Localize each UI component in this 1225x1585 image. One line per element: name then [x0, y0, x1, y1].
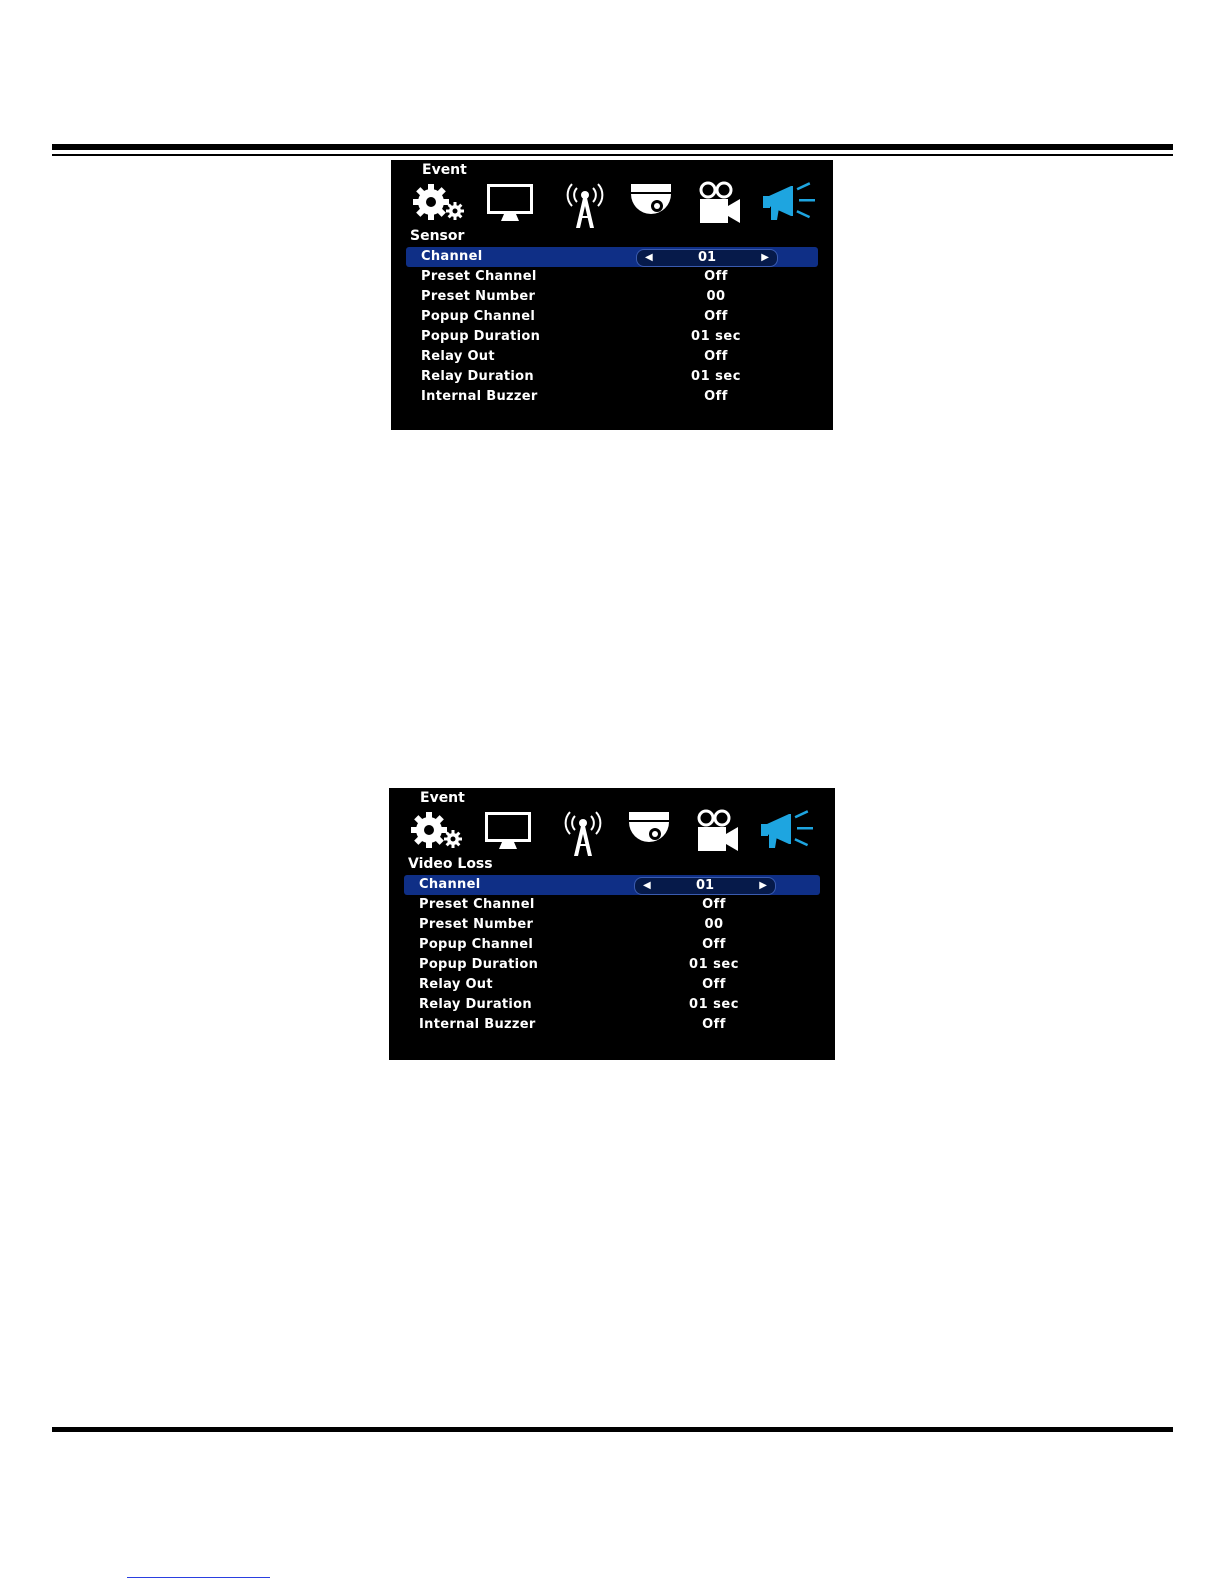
setting-value[interactable]: Off — [702, 1017, 726, 1032]
megaphone-icon[interactable] — [761, 180, 819, 224]
setting-label: Popup Duration — [419, 957, 539, 972]
channel-value: 01 — [697, 250, 717, 265]
dome-camera-icon[interactable] — [625, 180, 677, 224]
chevron-right-icon[interactable]: ▶ — [759, 880, 767, 891]
popup-duration-row[interactable] — [404, 955, 820, 975]
channel-row[interactable] — [404, 875, 820, 895]
setting-label: Relay Out — [421, 349, 495, 364]
channel-spinner[interactable] — [634, 877, 776, 895]
video-camera-icon[interactable] — [694, 808, 742, 856]
setting-value[interactable]: Off — [704, 309, 728, 324]
antenna-tower-icon[interactable] — [563, 180, 607, 230]
popup-duration-row[interactable] — [406, 327, 818, 347]
section-title: Sensor — [410, 228, 465, 244]
relay-out-row[interactable] — [404, 975, 820, 995]
setting-label: Preset Channel — [419, 897, 535, 912]
setting-label: Relay Out — [419, 977, 493, 992]
menu-title: Event — [422, 162, 467, 178]
header-rule-thin — [52, 154, 1173, 156]
relay-out-row[interactable] — [406, 347, 818, 367]
internal-buzzer-row[interactable] — [404, 1015, 820, 1035]
setting-value[interactable]: 01 sec — [691, 369, 741, 384]
setting-value[interactable]: 00 — [706, 289, 726, 304]
header-rule — [52, 144, 1173, 150]
antenna-tower-icon[interactable] — [561, 808, 605, 858]
chevron-right-icon[interactable]: ▶ — [761, 252, 769, 263]
menu-icon-bar — [411, 180, 831, 230]
setting-value[interactable]: 01 sec — [689, 997, 739, 1012]
chevron-left-icon[interactable]: ◀ — [645, 252, 653, 263]
channel-spinner[interactable] — [636, 249, 778, 267]
preset-channel-row[interactable] — [406, 267, 818, 287]
event-menu-video-loss — [389, 788, 835, 1060]
setting-label: Relay Duration — [421, 369, 534, 384]
channel-row[interactable] — [406, 247, 818, 267]
settings-list — [404, 875, 820, 1035]
setting-label: Popup Channel — [419, 937, 534, 952]
internal-buzzer-row[interactable] — [406, 387, 818, 407]
monitor-icon[interactable] — [485, 180, 535, 224]
footer-link-underline[interactable] — [127, 1577, 270, 1578]
setting-label: Popup Duration — [421, 329, 541, 344]
setting-value[interactable]: Off — [702, 897, 726, 912]
gears-icon[interactable] — [411, 180, 467, 224]
section-title: Video Loss — [408, 856, 493, 872]
setting-value[interactable]: Off — [704, 269, 728, 284]
channel-value: 01 — [695, 878, 715, 893]
popup-channel-row[interactable] — [406, 307, 818, 327]
footer-rule — [52, 1427, 1173, 1432]
menu-title: Event — [420, 790, 465, 806]
setting-label: Popup Channel — [421, 309, 536, 324]
setting-value[interactable]: Off — [702, 937, 726, 952]
preset-number-row[interactable] — [406, 287, 818, 307]
relay-duration-row[interactable] — [404, 995, 820, 1015]
setting-label: Preset Number — [421, 289, 536, 304]
gears-icon[interactable] — [409, 808, 465, 852]
video-camera-icon[interactable] — [696, 180, 744, 228]
setting-value[interactable]: 01 sec — [691, 329, 741, 344]
setting-value[interactable]: 01 sec — [689, 957, 739, 972]
dome-camera-icon[interactable] — [623, 808, 675, 852]
event-menu-sensor — [391, 160, 833, 430]
channel-label: Channel — [421, 249, 483, 264]
setting-value[interactable]: Off — [704, 389, 728, 404]
settings-list — [406, 247, 818, 407]
popup-channel-row[interactable] — [404, 935, 820, 955]
setting-label: Preset Channel — [421, 269, 537, 284]
menu-icon-bar — [409, 808, 829, 858]
setting-label: Relay Duration — [419, 997, 532, 1012]
setting-label: Internal Buzzer — [421, 389, 538, 404]
setting-label: Preset Number — [419, 917, 534, 932]
monitor-icon[interactable] — [483, 808, 533, 852]
relay-duration-row[interactable] — [406, 367, 818, 387]
megaphone-icon[interactable] — [759, 808, 817, 852]
chevron-left-icon[interactable]: ◀ — [643, 880, 651, 891]
setting-value[interactable]: 00 — [704, 917, 724, 932]
preset-number-row[interactable] — [404, 915, 820, 935]
preset-channel-row[interactable] — [404, 895, 820, 915]
setting-label: Internal Buzzer — [419, 1017, 536, 1032]
channel-label: Channel — [419, 877, 481, 892]
setting-value[interactable]: Off — [704, 349, 728, 364]
setting-value[interactable]: Off — [702, 977, 726, 992]
